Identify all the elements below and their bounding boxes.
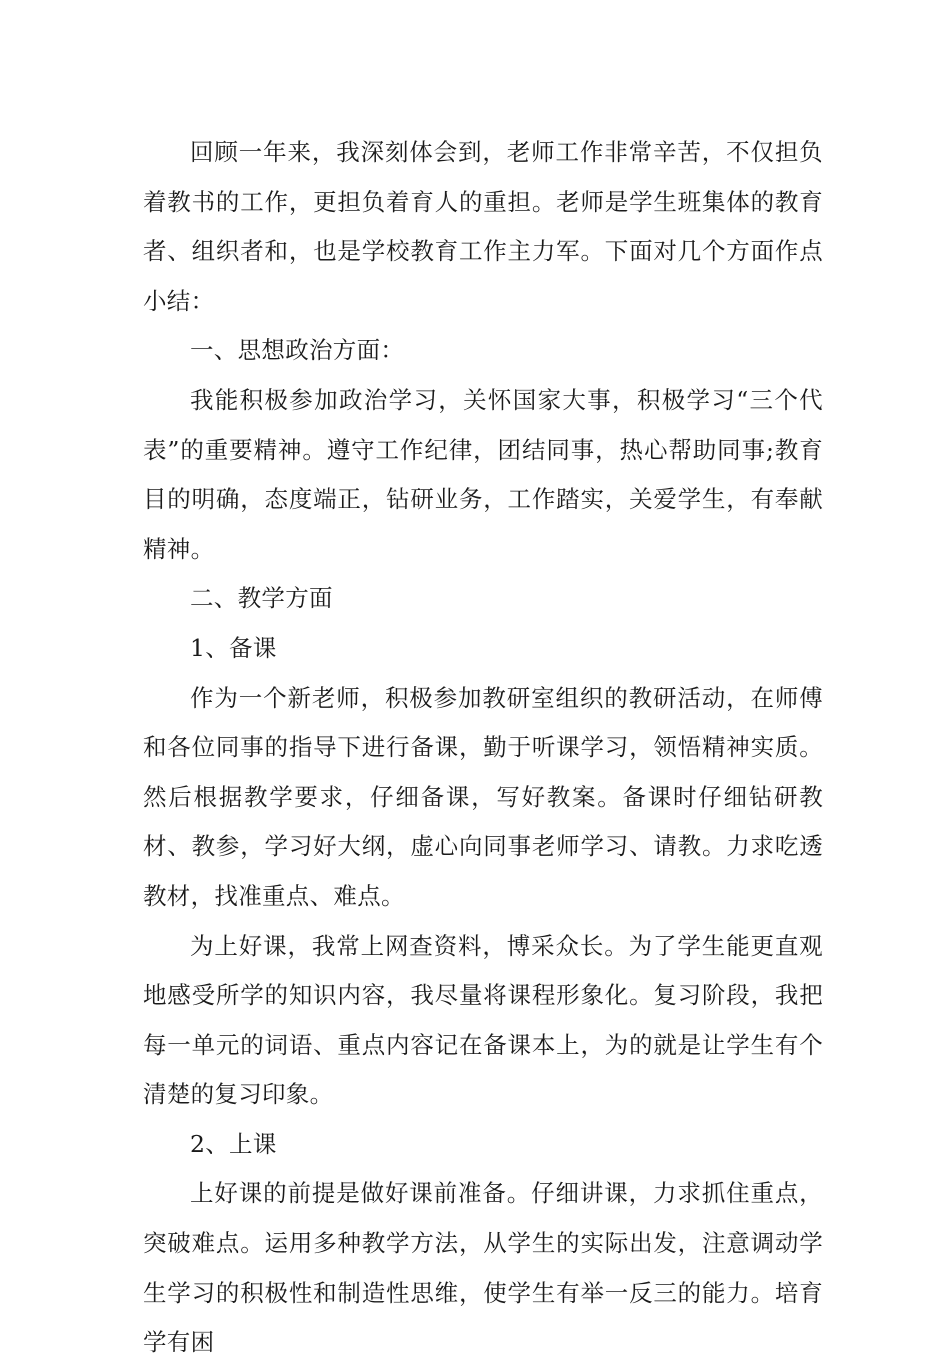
paragraph-lesson-prep: 作为一个新老师，积极参加教研室组织的教研活动，在师傅和各位同事的指导下进行备课，勤于听课学习，领悟精神实质。然后根据教学要求，仔细备课，写好教案。备课时仔细钻研教材、教参，学习好大纲，虚心向同事老师学习、请教。力求吃透教材，找准重点、难点。: [143, 683, 823, 910]
paragraph-lesson-resources: 为上好课，我常上网查资料，博采众长。为了学生能更直观地感受所学的知识内容，我尽量将课程形象化。复习阶段，我把每一单元的词语、重点内容记在备课本上，为的就是让学生有个清楚的复习印象。: [143, 931, 823, 1109]
document-body: [143, 128, 823, 1368]
subheading-class: 2、上课: [190, 1129, 277, 1158]
subheading-lesson-prep: 1、备课: [190, 633, 277, 662]
heading-ideology-politics: 一、思想政治方面：: [190, 336, 405, 365]
heading-teaching: 二、教学方面: [190, 584, 333, 613]
paragraph-class: 上好课的前提是做好课前准备。仔细讲课，力求抓住重点，突破难点。运用多种教学方法，从学生的实际出发，注意调动学生学习的积极性和制造性思维，使学生有举一反三的能力。培育学有困: [143, 1179, 823, 1357]
paragraph-ideology-politics: 我能积极参加政治学习，关怀国家大事，积极学习“三个代表”的重要精神。遵守工作纪律，团结同事，热心帮助同事;教育目的明确，态度端正，钻研业务，工作踏实，关爱学生，有奉献精神。: [143, 385, 823, 563]
paragraph-intro: 回顾一年来，我深刻体会到，老师工作非常辛苦，不仅担负着教书的工作，更担负着育人的重担。老师是学生班集体的教育者、组织者和，也是学校教育工作主力军。下面对几个方面作点小结：: [143, 138, 823, 315]
